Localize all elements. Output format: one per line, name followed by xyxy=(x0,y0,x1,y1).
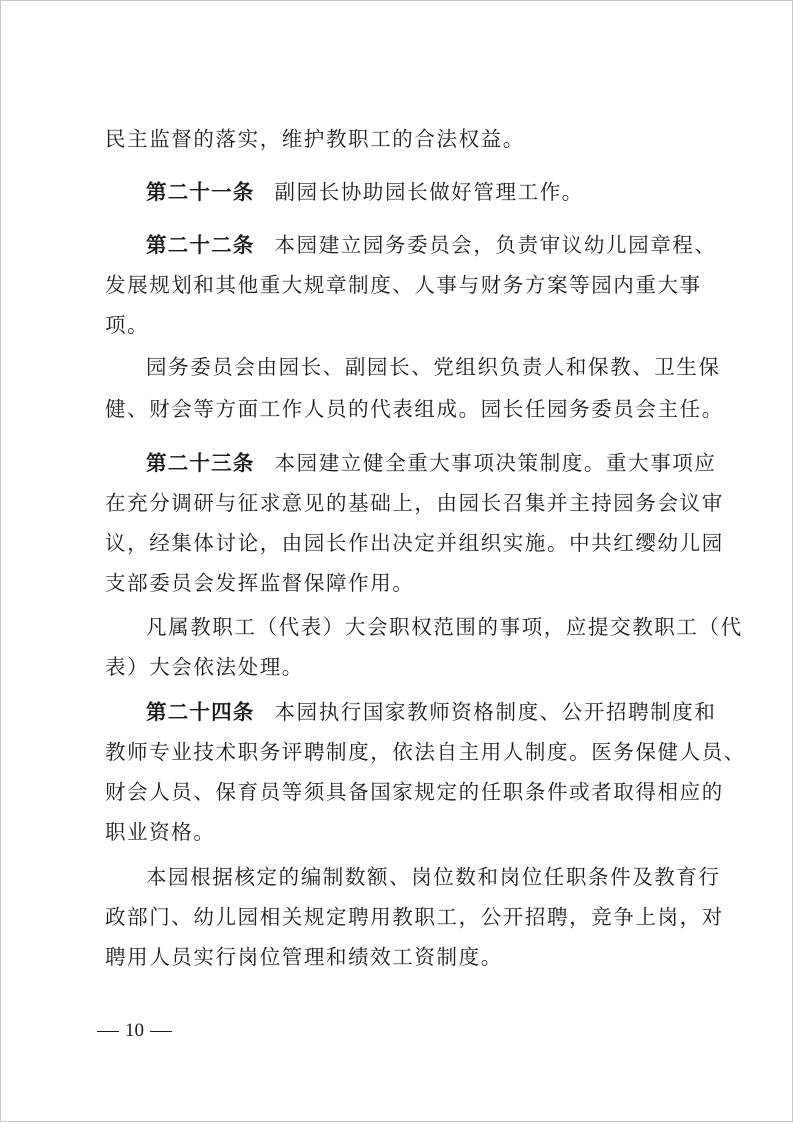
page-footer xyxy=(97,1018,172,1044)
body-line xyxy=(105,738,746,766)
line-text: 健、财会等方面工作人员的代表组成。园长任园务委员会主任。 xyxy=(105,397,724,421)
footer-dash-left xyxy=(97,1031,119,1032)
article-heading-line xyxy=(146,449,746,477)
body-line xyxy=(146,353,746,381)
body-line xyxy=(105,489,724,517)
body-line xyxy=(146,863,746,891)
body-line xyxy=(105,569,705,597)
body-line xyxy=(105,125,705,153)
line-text: 民主监督的落实，维护教职工的合法权益。 xyxy=(105,127,525,151)
body-line xyxy=(105,653,705,681)
body-line xyxy=(105,529,724,557)
line-text: 凡属教职工（代表）大会职权范围的事项，应提交教职工（代 xyxy=(146,615,743,639)
line-text: 政部门、幼儿园相关规定聘用教职工，公开招聘，竞争上岗，对 xyxy=(105,905,724,929)
line-text: 本园根据核定的编制数额、岗位数和岗位任职条件及教育行 xyxy=(146,865,721,889)
line-text: 议，经集体讨论，由园长作出决定并组织实施。中共红缨幼儿园 xyxy=(105,531,724,555)
body-line xyxy=(105,943,705,971)
body-line xyxy=(105,903,724,931)
body-line xyxy=(105,395,724,423)
body-line xyxy=(146,613,746,641)
line-text: 项。 xyxy=(105,313,150,337)
line-text: 本园执行国家教师资格制度、公开招聘制度和 xyxy=(274,700,717,724)
line-text: 本园建立健全重大事项决策制度。重大事项应 xyxy=(274,451,717,475)
body-line xyxy=(105,778,724,806)
article-heading-line xyxy=(146,178,746,206)
line-text: 支部委员会发挥监督保障作用。 xyxy=(105,571,415,595)
page-number: 10 xyxy=(125,1020,144,1041)
body-line xyxy=(105,311,705,339)
article-heading-line xyxy=(146,231,746,259)
line-text: 本园建立园务委员会，负责审议幼儿园章程、 xyxy=(274,233,717,257)
line-text: 表）大会依法处理。 xyxy=(105,655,304,679)
article-number: 第二十二条 xyxy=(146,233,255,257)
line-text: 教师专业技术职务评聘制度，依法自主用人制度。医务保健人员、 xyxy=(105,740,746,764)
line-text: 聘用人员实行岗位管理和绩效工资制度。 xyxy=(105,945,503,969)
line-text: 园务委员会由园长、副园长、党组织负责人和保教、卫生保 xyxy=(146,355,721,379)
article-number: 第二十四条 xyxy=(146,700,255,724)
body-line xyxy=(105,271,705,299)
line-text: 财会人员、保育员等须具备国家规定的任职条件或者取得相应的 xyxy=(105,780,724,804)
article-heading-line xyxy=(146,698,746,726)
article-number: 第二十一条 xyxy=(146,180,255,204)
body-line xyxy=(105,818,705,846)
article-number: 第二十三条 xyxy=(146,451,255,475)
footer-dash-right xyxy=(150,1031,172,1032)
line-text: 职业资格。 xyxy=(105,820,216,844)
line-text: 发展规划和其他重大规章制度、人事与财务方案等园内重大事 xyxy=(105,273,702,297)
line-text: 副园长协助园长做好管理工作。 xyxy=(274,180,584,204)
line-text: 在充分调研与征求意见的基础上，由园长召集并主持园务会议审 xyxy=(105,491,724,515)
